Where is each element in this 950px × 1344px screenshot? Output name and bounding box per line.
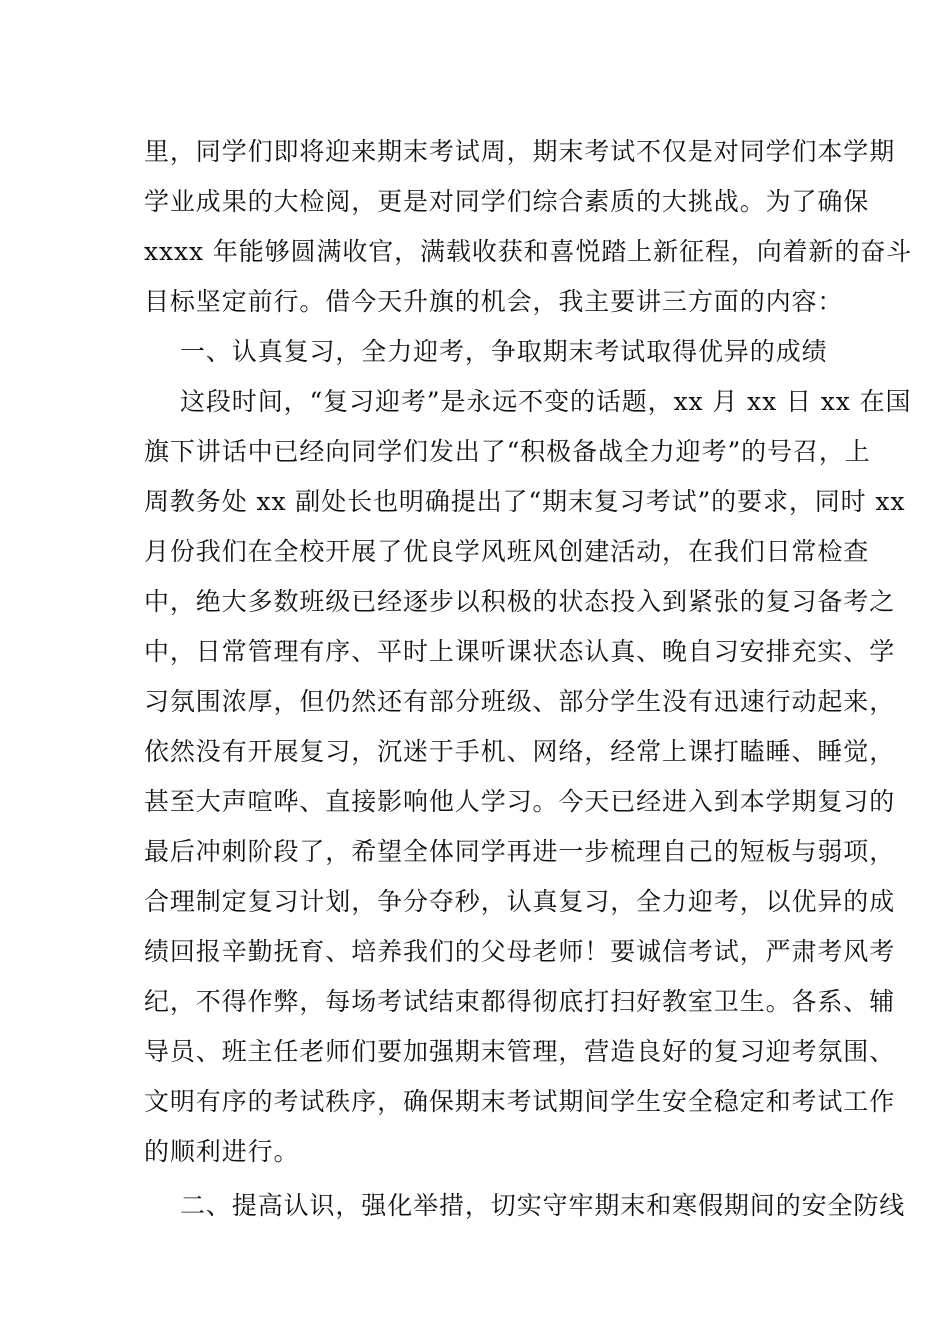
paragraph-line: 依然没有开展复习，沉迷于手机、网络，经常上课打瞌睡、睡觉， <box>144 737 896 766</box>
section-heading-1: 一、认真复习，全力迎考，争取期末考试取得优异的成绩 <box>180 337 828 366</box>
paragraph-line: 导员、班主任老师们要加强期末管理，营造良好的复习迎考氛围、 <box>144 1037 896 1066</box>
paragraph-line: 的顺利进行。 <box>144 1137 300 1166</box>
paragraph-line: 里，同学们即将迎来期末考试周，期末考试不仅是对同学们本学期 <box>144 137 896 166</box>
paragraph-line: 学业成果的大检阅，更是对同学们综合素质的大挑战。为了确保 <box>144 187 870 216</box>
paragraph-line: 中，日常管理有序、平时上课听课状态认真、晚自习安排充实、学 <box>144 637 896 666</box>
paragraph-line: 甚至大声喧哗、直接影响他人学习。今天已经进入到本学期复习的 <box>144 787 896 816</box>
paragraph-line: xxxx 年能够圆满收官，满载收获和喜悦踏上新征程，向着新的奋斗 <box>144 237 913 266</box>
paragraph-line: 中，绝大多数班级已经逐步以积极的状态投入到紧张的复习备考之 <box>144 587 896 616</box>
paragraph-line: 绩回报辛勤抚育、培养我们的父母老师！要诚信考试，严肃考风考 <box>144 937 896 966</box>
paragraph-line: 旗下讲话中已经向同学们发出了“积极备战全力迎考”的号召，上 <box>144 437 871 466</box>
paragraph-line: 目标坚定前行。借今天升旗的机会，我主要讲三方面的内容： <box>144 287 844 316</box>
paragraph-line: 合理制定复习计划，争分夺秒，认真复习，全力迎考，以优异的成 <box>144 887 896 916</box>
paragraph-line: 最后冲刺阶段了，希望全体同学再进一步梳理自己的短板与弱项， <box>144 837 896 866</box>
paragraph-line: 文明有序的考试秩序，确保期末考试期间学生安全稳定和考试工作 <box>144 1087 896 1116</box>
section-heading-2: 二、提高认识，强化举措，切实守牢期末和寒假期间的安全防线 <box>180 1191 906 1220</box>
paragraph-line: 周教务处 xx 副处长也明确提出了“期末复习考试”的要求，同时 xx <box>144 487 906 516</box>
paragraph-line: 纪，不得作弊，每场考试结束都得彻底打扫好教室卫生。各系、辅 <box>144 987 896 1016</box>
paragraph-line: 月份我们在全校开展了优良学风班风创建活动，在我们日常检查 <box>144 537 870 566</box>
paragraph-line: 习氛围浓厚，但仍然还有部分班级、部分学生没有迅速行动起来， <box>144 687 896 716</box>
paragraph-line: 这段时间，“复习迎考”是永远不变的话题，xx 月 xx 日 xx 在国 <box>180 387 912 416</box>
